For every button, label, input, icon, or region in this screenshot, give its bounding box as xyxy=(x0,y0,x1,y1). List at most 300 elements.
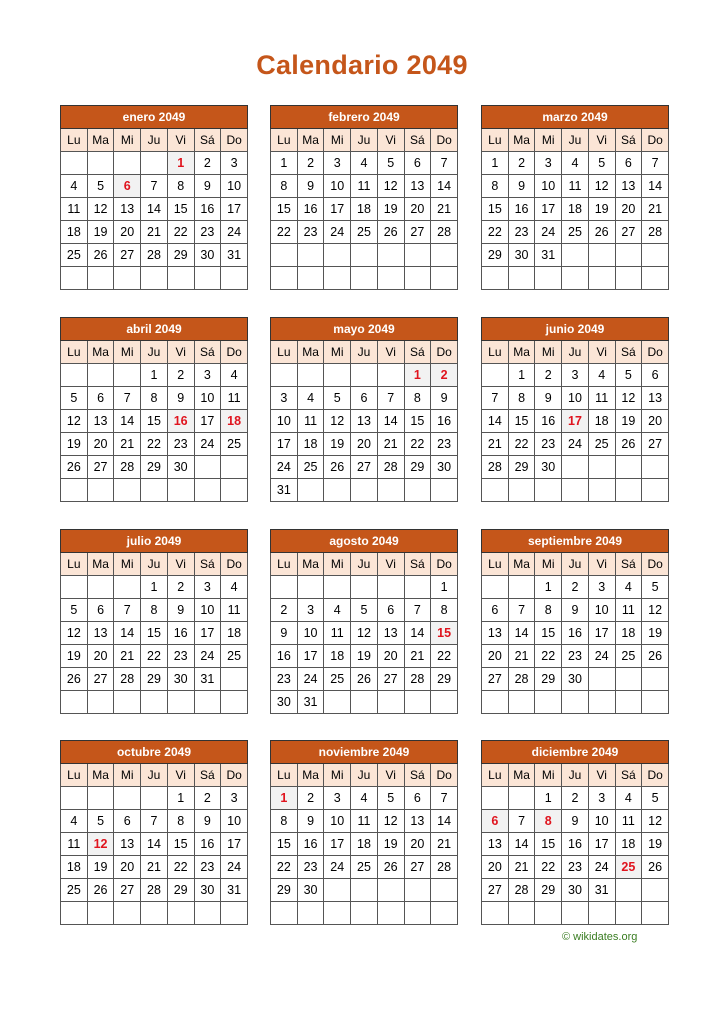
day-cell: 17 xyxy=(324,833,351,856)
day-cell: 4 xyxy=(221,576,248,599)
empty-cell xyxy=(297,479,324,502)
day-cell: 30 xyxy=(431,456,458,479)
day-cell: 9 xyxy=(167,599,194,622)
day-cell: 23 xyxy=(535,433,562,456)
day-cell: 8 xyxy=(271,810,298,833)
empty-cell xyxy=(167,902,194,925)
day-cell: 16 xyxy=(167,622,194,645)
day-cell: 17 xyxy=(221,198,248,221)
day-cell: 26 xyxy=(61,668,88,691)
weekday-header: Lu xyxy=(271,764,298,787)
day-cell: 9 xyxy=(194,810,221,833)
day-cell: 17 xyxy=(588,622,615,645)
empty-cell xyxy=(221,479,248,502)
empty-cell xyxy=(351,364,378,387)
weekday-header: Vi xyxy=(588,129,615,152)
day-cell: 18 xyxy=(61,856,88,879)
weekday-header: Mi xyxy=(535,341,562,364)
weekday-header: Vi xyxy=(588,341,615,364)
day-cell: 5 xyxy=(61,387,88,410)
day-cell: 23 xyxy=(271,668,298,691)
empty-cell xyxy=(141,691,168,714)
day-cell: 19 xyxy=(61,645,88,668)
day-cell: 13 xyxy=(377,622,404,645)
empty-cell xyxy=(482,479,509,502)
day-cell: 16 xyxy=(271,645,298,668)
empty-cell xyxy=(194,902,221,925)
empty-cell xyxy=(297,902,324,925)
day-cell: 7 xyxy=(431,787,458,810)
empty-cell xyxy=(167,267,194,290)
day-cell: 25 xyxy=(588,433,615,456)
weekday-header: Mi xyxy=(114,553,141,576)
empty-cell xyxy=(588,479,615,502)
weekday-header: Ma xyxy=(87,764,114,787)
empty-cell xyxy=(615,668,642,691)
weekday-header: Sá xyxy=(194,553,221,576)
day-cell: 22 xyxy=(482,221,509,244)
day-cell: 9 xyxy=(271,622,298,645)
day-cell: 28 xyxy=(642,221,669,244)
empty-cell xyxy=(562,479,589,502)
weekday-header: Do xyxy=(431,129,458,152)
weekday-header: Lu xyxy=(482,341,509,364)
day-cell: 30 xyxy=(271,691,298,714)
day-cell: 15 xyxy=(535,833,562,856)
empty-cell xyxy=(194,691,221,714)
day-cell: 15 xyxy=(508,410,535,433)
empty-cell xyxy=(508,479,535,502)
empty-cell xyxy=(404,479,431,502)
day-cell: 21 xyxy=(141,221,168,244)
weekday-header: Sá xyxy=(615,764,642,787)
empty-cell xyxy=(562,902,589,925)
day-cell: 30 xyxy=(194,879,221,902)
day-cell: 24 xyxy=(221,856,248,879)
day-cell: 14 xyxy=(431,810,458,833)
weekday-header: Vi xyxy=(588,764,615,787)
day-cell: 27 xyxy=(114,879,141,902)
day-cell: 31 xyxy=(271,479,298,502)
weekday-header: Do xyxy=(221,553,248,576)
weekday-header: Sá xyxy=(194,341,221,364)
weekday-header: Vi xyxy=(377,553,404,576)
weekday-header: Ju xyxy=(351,129,378,152)
day-cell: 26 xyxy=(377,221,404,244)
day-cell: 2 xyxy=(535,364,562,387)
holiday-cell: 18 xyxy=(221,410,248,433)
day-cell: 29 xyxy=(508,456,535,479)
day-cell: 8 xyxy=(167,810,194,833)
weekday-header: Ma xyxy=(508,341,535,364)
day-cell: 4 xyxy=(562,152,589,175)
day-cell: 18 xyxy=(324,645,351,668)
empty-cell xyxy=(377,267,404,290)
day-cell: 11 xyxy=(615,810,642,833)
weekday-header: Lu xyxy=(482,129,509,152)
empty-cell xyxy=(61,691,88,714)
day-cell: 29 xyxy=(482,244,509,267)
day-cell: 24 xyxy=(535,221,562,244)
day-cell: 21 xyxy=(508,856,535,879)
day-cell: 23 xyxy=(508,221,535,244)
day-cell: 11 xyxy=(61,833,88,856)
day-cell: 21 xyxy=(431,198,458,221)
empty-cell xyxy=(324,879,351,902)
month-title: julio 2049 xyxy=(61,530,248,553)
empty-cell xyxy=(642,668,669,691)
day-cell: 27 xyxy=(615,221,642,244)
weekday-header: Lu xyxy=(61,764,88,787)
day-cell: 5 xyxy=(87,810,114,833)
day-cell: 2 xyxy=(562,787,589,810)
day-cell: 14 xyxy=(377,410,404,433)
day-cell: 31 xyxy=(194,668,221,691)
weekday-header: Do xyxy=(431,764,458,787)
weekday-header: Ju xyxy=(141,553,168,576)
holiday-cell: 1 xyxy=(404,364,431,387)
day-cell: 2 xyxy=(271,599,298,622)
day-cell: 11 xyxy=(61,198,88,221)
day-cell: 11 xyxy=(221,599,248,622)
day-cell: 11 xyxy=(297,410,324,433)
day-cell: 27 xyxy=(377,668,404,691)
weekday-header: Do xyxy=(642,553,669,576)
day-cell: 29 xyxy=(404,456,431,479)
day-cell: 5 xyxy=(87,175,114,198)
empty-cell xyxy=(562,244,589,267)
weekday-header: Ma xyxy=(297,129,324,152)
weekday-header: Do xyxy=(642,764,669,787)
day-cell: 1 xyxy=(141,576,168,599)
day-cell: 31 xyxy=(535,244,562,267)
day-cell: 7 xyxy=(431,152,458,175)
day-cell: 8 xyxy=(508,387,535,410)
day-cell: 7 xyxy=(377,387,404,410)
day-cell: 10 xyxy=(221,175,248,198)
day-cell: 21 xyxy=(431,833,458,856)
weekday-header: Lu xyxy=(482,553,509,576)
weekday-header: Ma xyxy=(508,129,535,152)
day-cell: 13 xyxy=(87,410,114,433)
empty-cell xyxy=(114,902,141,925)
day-cell: 29 xyxy=(271,879,298,902)
empty-cell xyxy=(141,787,168,810)
weekday-header: Ma xyxy=(297,341,324,364)
day-cell: 8 xyxy=(141,599,168,622)
weekday-header: Ju xyxy=(562,129,589,152)
day-cell: 20 xyxy=(404,833,431,856)
day-cell: 19 xyxy=(87,221,114,244)
day-cell: 12 xyxy=(377,175,404,198)
day-cell: 16 xyxy=(562,833,589,856)
weekday-header: Ma xyxy=(508,553,535,576)
day-cell: 28 xyxy=(114,456,141,479)
day-cell: 26 xyxy=(87,879,114,902)
day-cell: 5 xyxy=(377,152,404,175)
empty-cell xyxy=(562,456,589,479)
day-cell: 26 xyxy=(642,856,669,879)
day-cell: 21 xyxy=(642,198,669,221)
empty-cell xyxy=(482,691,509,714)
empty-cell xyxy=(61,479,88,502)
day-cell: 4 xyxy=(351,152,378,175)
day-cell: 28 xyxy=(431,856,458,879)
day-cell: 23 xyxy=(297,856,324,879)
day-cell: 20 xyxy=(482,645,509,668)
day-cell: 13 xyxy=(114,198,141,221)
weekday-header: Do xyxy=(431,553,458,576)
weekday-header: Mi xyxy=(535,764,562,787)
day-cell: 12 xyxy=(642,599,669,622)
day-cell: 21 xyxy=(114,645,141,668)
day-cell: 9 xyxy=(562,599,589,622)
day-cell: 12 xyxy=(61,622,88,645)
day-cell: 22 xyxy=(404,433,431,456)
empty-cell xyxy=(615,244,642,267)
day-cell: 26 xyxy=(87,244,114,267)
empty-cell xyxy=(508,691,535,714)
day-cell: 20 xyxy=(482,856,509,879)
empty-cell xyxy=(431,879,458,902)
day-cell: 28 xyxy=(141,244,168,267)
empty-cell xyxy=(114,787,141,810)
empty-cell xyxy=(642,691,669,714)
day-cell: 23 xyxy=(167,645,194,668)
day-cell: 13 xyxy=(404,175,431,198)
day-cell: 19 xyxy=(61,433,88,456)
day-cell: 8 xyxy=(431,599,458,622)
day-cell: 5 xyxy=(377,787,404,810)
day-cell: 15 xyxy=(404,410,431,433)
day-cell: 22 xyxy=(141,645,168,668)
empty-cell xyxy=(588,267,615,290)
day-cell: 16 xyxy=(508,198,535,221)
empty-cell xyxy=(588,691,615,714)
day-cell: 24 xyxy=(588,645,615,668)
day-cell: 6 xyxy=(615,152,642,175)
day-cell: 19 xyxy=(588,198,615,221)
empty-cell xyxy=(404,576,431,599)
weekday-header: Lu xyxy=(482,764,509,787)
day-cell: 14 xyxy=(141,198,168,221)
day-cell: 2 xyxy=(194,152,221,175)
day-cell: 20 xyxy=(87,645,114,668)
day-cell: 30 xyxy=(167,668,194,691)
day-cell: 11 xyxy=(562,175,589,198)
day-cell: 3 xyxy=(324,787,351,810)
day-cell: 6 xyxy=(87,599,114,622)
empty-cell xyxy=(351,479,378,502)
day-cell: 12 xyxy=(61,410,88,433)
day-cell: 19 xyxy=(377,198,404,221)
day-cell: 10 xyxy=(271,410,298,433)
empty-cell xyxy=(114,479,141,502)
day-cell: 5 xyxy=(588,152,615,175)
day-cell: 24 xyxy=(324,856,351,879)
weekday-header: Ju xyxy=(141,341,168,364)
day-cell: 21 xyxy=(377,433,404,456)
day-cell: 11 xyxy=(588,387,615,410)
weekday-header: Sá xyxy=(615,341,642,364)
empty-cell xyxy=(642,879,669,902)
day-cell: 7 xyxy=(404,599,431,622)
day-cell: 3 xyxy=(588,787,615,810)
day-cell: 18 xyxy=(615,622,642,645)
day-cell: 20 xyxy=(642,410,669,433)
day-cell: 6 xyxy=(114,810,141,833)
day-cell: 7 xyxy=(141,810,168,833)
empty-cell xyxy=(271,267,298,290)
month-title: abril 2049 xyxy=(61,318,248,341)
day-cell: 25 xyxy=(221,433,248,456)
day-cell: 8 xyxy=(404,387,431,410)
empty-cell xyxy=(87,576,114,599)
day-cell: 16 xyxy=(194,833,221,856)
empty-cell xyxy=(431,902,458,925)
holiday-cell: 1 xyxy=(271,787,298,810)
day-cell: 28 xyxy=(508,879,535,902)
day-cell: 3 xyxy=(271,387,298,410)
day-cell: 3 xyxy=(194,576,221,599)
day-cell: 15 xyxy=(141,622,168,645)
holiday-cell: 16 xyxy=(167,410,194,433)
empty-cell xyxy=(351,691,378,714)
day-cell: 14 xyxy=(114,622,141,645)
day-cell: 5 xyxy=(61,599,88,622)
day-cell: 23 xyxy=(562,645,589,668)
day-cell: 8 xyxy=(535,599,562,622)
day-cell: 3 xyxy=(562,364,589,387)
weekday-header: Ju xyxy=(562,764,589,787)
day-cell: 21 xyxy=(141,856,168,879)
weekday-header: Vi xyxy=(167,129,194,152)
empty-cell xyxy=(404,244,431,267)
empty-cell xyxy=(141,267,168,290)
day-cell: 11 xyxy=(324,622,351,645)
empty-cell xyxy=(642,244,669,267)
day-cell: 19 xyxy=(615,410,642,433)
empty-cell xyxy=(221,456,248,479)
month-10 xyxy=(60,740,248,925)
day-cell: 3 xyxy=(221,152,248,175)
weekday-header: Ju xyxy=(562,553,589,576)
day-cell: 11 xyxy=(351,175,378,198)
empty-cell xyxy=(615,456,642,479)
day-cell: 25 xyxy=(297,456,324,479)
holiday-cell: 2 xyxy=(431,364,458,387)
empty-cell xyxy=(615,691,642,714)
day-cell: 19 xyxy=(642,833,669,856)
holiday-cell: 8 xyxy=(535,810,562,833)
month-8 xyxy=(270,529,458,714)
day-cell: 9 xyxy=(508,175,535,198)
day-cell: 6 xyxy=(404,787,431,810)
day-cell: 13 xyxy=(642,387,669,410)
day-cell: 29 xyxy=(141,456,168,479)
day-cell: 10 xyxy=(194,387,221,410)
weekday-header: Sá xyxy=(404,553,431,576)
page-title: Calendario 2049 xyxy=(256,50,468,80)
empty-cell xyxy=(615,879,642,902)
day-cell: 18 xyxy=(615,833,642,856)
day-cell: 20 xyxy=(114,221,141,244)
empty-cell xyxy=(351,902,378,925)
empty-cell xyxy=(324,244,351,267)
empty-cell xyxy=(482,267,509,290)
site-credit: © wikidates.org xyxy=(562,931,638,943)
day-cell: 23 xyxy=(562,856,589,879)
day-cell: 2 xyxy=(562,576,589,599)
day-cell: 18 xyxy=(61,221,88,244)
day-cell: 10 xyxy=(588,810,615,833)
empty-cell xyxy=(535,691,562,714)
day-cell: 27 xyxy=(114,244,141,267)
weekday-header: Lu xyxy=(61,129,88,152)
empty-cell xyxy=(615,267,642,290)
day-cell: 20 xyxy=(377,645,404,668)
day-cell: 15 xyxy=(271,198,298,221)
day-cell: 27 xyxy=(482,668,509,691)
day-cell: 30 xyxy=(508,244,535,267)
day-cell: 9 xyxy=(297,810,324,833)
weekday-header: Do xyxy=(221,341,248,364)
weekday-header: Ju xyxy=(351,553,378,576)
day-cell: 21 xyxy=(482,433,509,456)
empty-cell xyxy=(87,267,114,290)
day-cell: 10 xyxy=(324,810,351,833)
empty-cell xyxy=(482,787,509,810)
day-cell: 7 xyxy=(508,810,535,833)
empty-cell xyxy=(324,691,351,714)
empty-cell xyxy=(642,456,669,479)
day-cell: 24 xyxy=(271,456,298,479)
empty-cell xyxy=(61,267,88,290)
empty-cell xyxy=(615,902,642,925)
day-cell: 4 xyxy=(351,787,378,810)
day-cell: 28 xyxy=(482,456,509,479)
day-cell: 25 xyxy=(562,221,589,244)
weekday-header: Vi xyxy=(167,341,194,364)
empty-cell xyxy=(324,479,351,502)
day-cell: 14 xyxy=(642,175,669,198)
empty-cell xyxy=(324,364,351,387)
day-cell: 4 xyxy=(61,175,88,198)
day-cell: 19 xyxy=(351,645,378,668)
day-cell: 12 xyxy=(642,810,669,833)
day-cell: 25 xyxy=(351,221,378,244)
empty-cell xyxy=(324,902,351,925)
month-1 xyxy=(60,105,248,290)
day-cell: 11 xyxy=(351,810,378,833)
empty-cell xyxy=(324,267,351,290)
empty-cell xyxy=(351,267,378,290)
empty-cell xyxy=(535,479,562,502)
day-cell: 3 xyxy=(535,152,562,175)
day-cell: 4 xyxy=(615,576,642,599)
day-cell: 17 xyxy=(324,198,351,221)
empty-cell xyxy=(61,576,88,599)
day-cell: 14 xyxy=(508,833,535,856)
day-cell: 29 xyxy=(535,668,562,691)
empty-cell xyxy=(351,879,378,902)
day-cell: 12 xyxy=(615,387,642,410)
empty-cell xyxy=(61,902,88,925)
day-cell: 16 xyxy=(535,410,562,433)
empty-cell xyxy=(297,244,324,267)
day-cell: 17 xyxy=(297,645,324,668)
day-cell: 3 xyxy=(221,787,248,810)
